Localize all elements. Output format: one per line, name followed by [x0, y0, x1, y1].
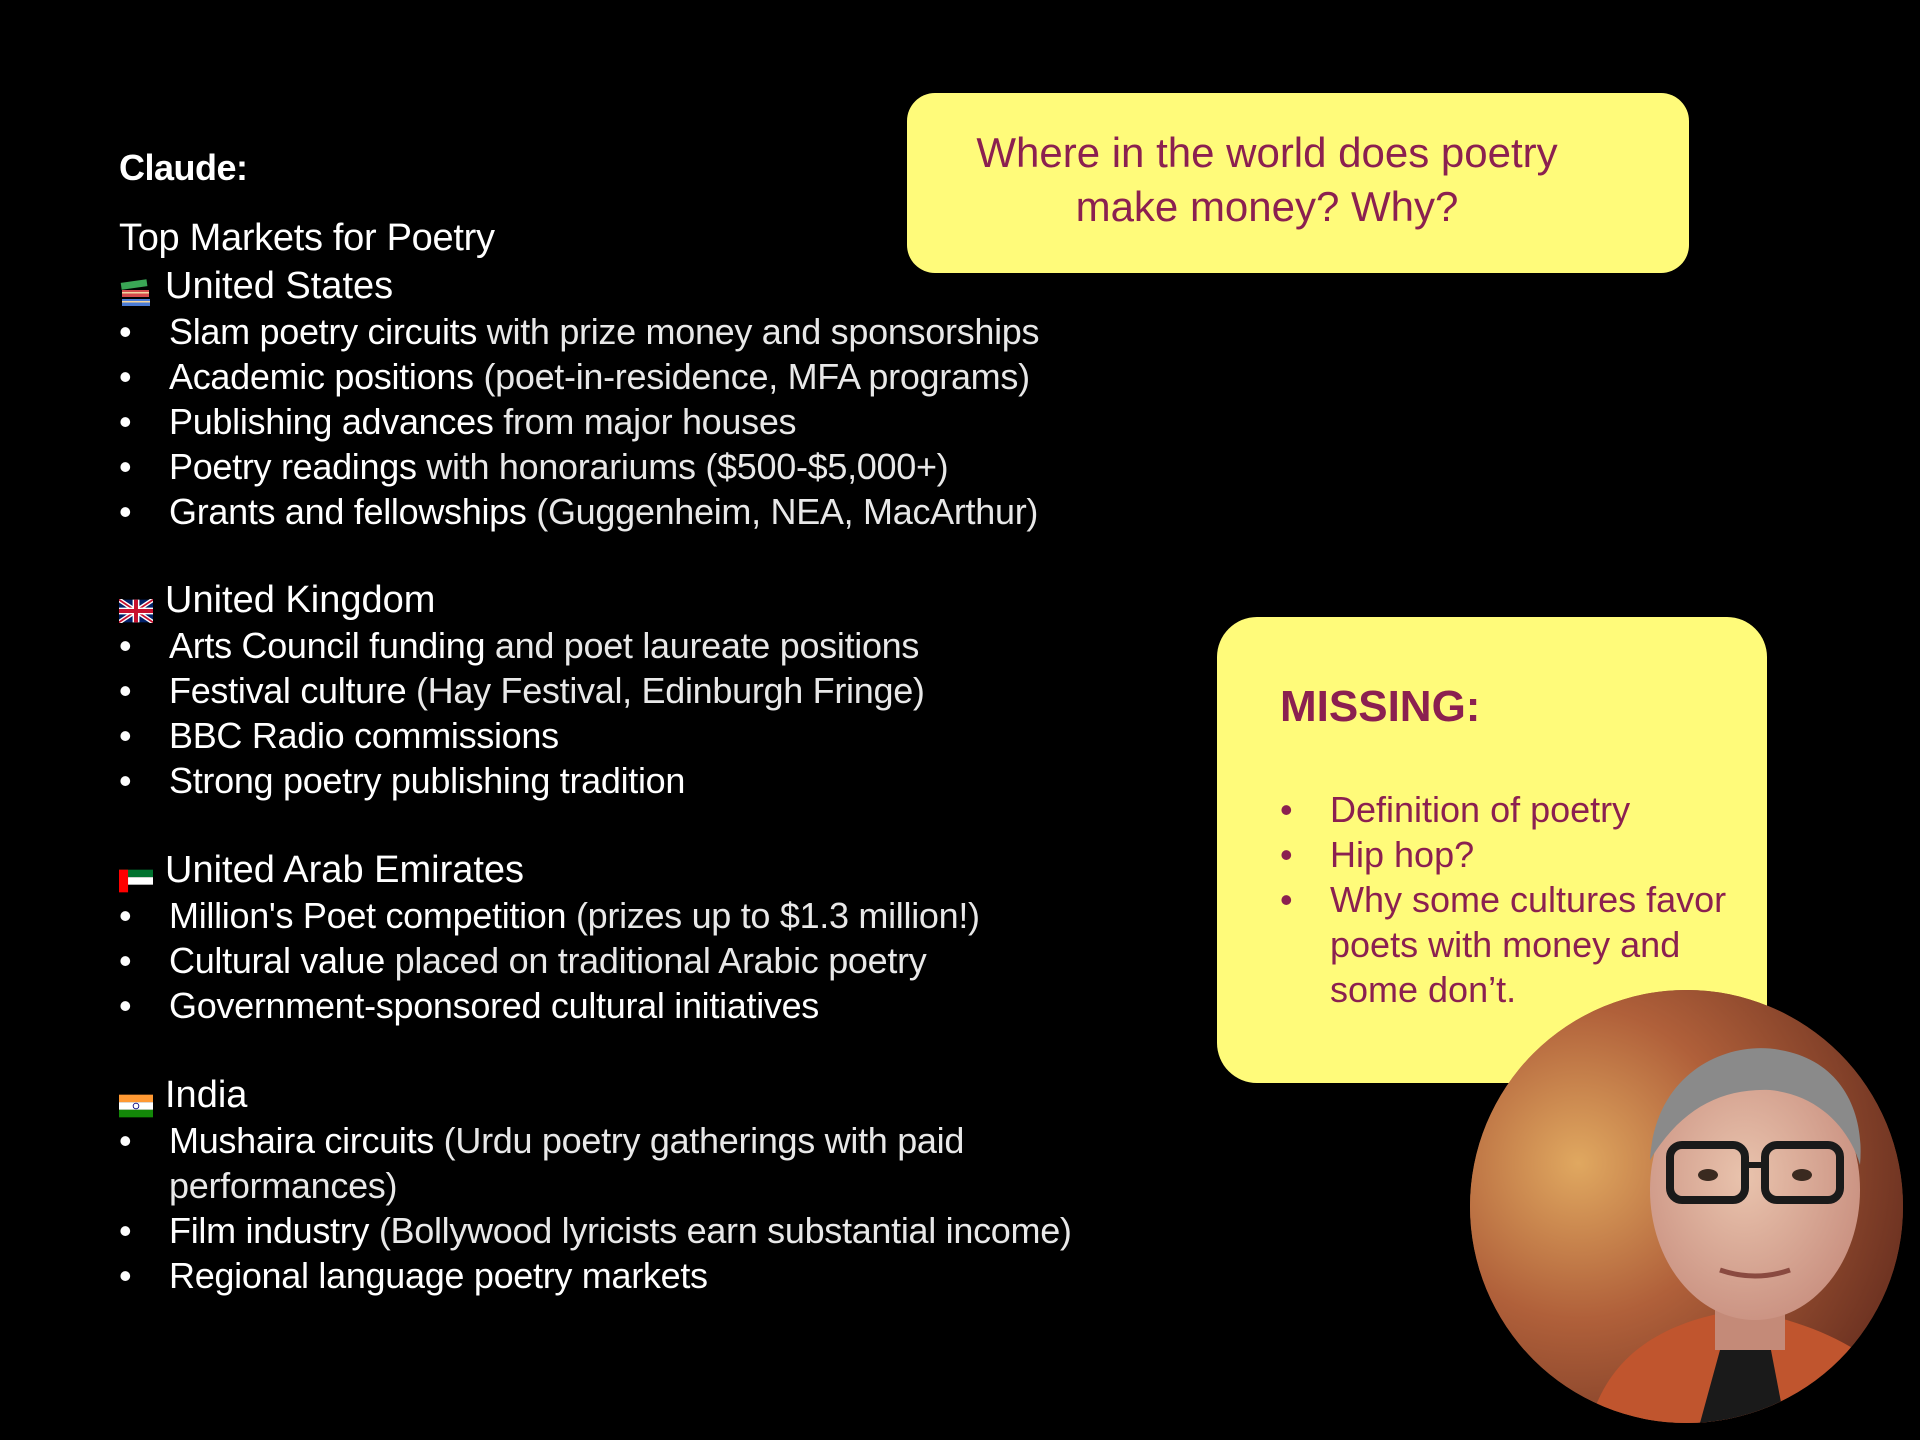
country-heading [119, 848, 1179, 893]
item-key: Grants and fellowships [169, 491, 527, 532]
item-key: Publishing advances [169, 401, 494, 442]
list-item [119, 489, 1179, 534]
answer-title: Top Markets for Poetry [119, 217, 495, 259]
list-item: • Hip hop? [1280, 832, 1760, 877]
list-item [119, 309, 1179, 354]
item-key: Strong poetry publishing tradition [169, 760, 686, 801]
item-key: Regional language poetry markets [169, 1255, 708, 1296]
item-detail: with honorariums ($500-$5,000+) [416, 446, 949, 487]
list-item [119, 1253, 1119, 1298]
uae-flag-icon [119, 859, 153, 883]
country-section-uae [119, 848, 1179, 1028]
presenter-video-avatar [1470, 990, 1903, 1423]
list-item [119, 1208, 1119, 1253]
country-name: India [165, 1074, 248, 1116]
country-name: United States [165, 265, 394, 307]
item-key: Slam poetry circuits [169, 311, 478, 352]
item-key: Festival culture [169, 670, 407, 711]
list-item [119, 983, 1179, 1028]
missing-list [1280, 787, 1760, 1012]
country-name: United Kingdom [165, 579, 436, 621]
list-item [119, 758, 1179, 803]
item-key: BBC Radio commissions [169, 715, 559, 756]
item-detail: and poet laureate positions [485, 625, 920, 666]
bullet-list [119, 1118, 1119, 1298]
country-section-india [119, 1073, 1179, 1298]
item-detail: (poet-in-residence, MFA programs) [473, 356, 1030, 397]
item-detail: (Hay Festival, Edinburgh Fringe) [406, 670, 925, 711]
list-item [119, 444, 1179, 489]
list-item [119, 354, 1179, 399]
item-detail: (Guggenheim, NEA, MacArthur) [526, 491, 1039, 532]
list-item: • Why some cultures favor poets with money and some don’t. [1280, 877, 1760, 1012]
books-icon [119, 275, 153, 299]
list-item [119, 713, 1179, 758]
item-detail: (Urdu poetry gatherings with paid performances) [169, 1120, 965, 1206]
item-detail: (Bollywood lyricists earn substantial income) [369, 1210, 1072, 1251]
item-key: Government-sponsored cultural initiatives [169, 985, 820, 1026]
bullet-list [119, 893, 1179, 1028]
question-line-2: make money? Why? [1075, 183, 1459, 230]
item-key: Million's Poet competition [169, 895, 567, 936]
item-key: Arts Council funding [169, 625, 486, 666]
question-note [907, 93, 1689, 273]
item-detail: (prizes up to $1.3 million!) [566, 895, 980, 936]
list-item [119, 623, 1179, 668]
item-key: Academic positions [169, 356, 474, 397]
country-heading [119, 578, 1179, 623]
item-detail: with prize money and sponsorships [477, 311, 1040, 352]
item-detail: from major houses [493, 401, 797, 442]
country-section-uk [119, 578, 1179, 803]
bullet-list [119, 623, 1179, 803]
list-item [119, 893, 1179, 938]
bullet-list [119, 309, 1179, 534]
country-name: United Arab Emirates [165, 849, 525, 891]
item-key: Mushaira circuits [169, 1120, 434, 1161]
list-item [119, 668, 1179, 713]
question-text [947, 126, 1587, 234]
item-key: Film industry [169, 1210, 370, 1251]
speaker-label: Claude: [119, 147, 248, 188]
question-line-1: Where in the world does poetry [976, 129, 1558, 176]
list-item: • Definition of poetry [1280, 787, 1760, 832]
country-heading [119, 1073, 1179, 1118]
list-item [119, 399, 1179, 444]
item-key: Poetry readings [169, 446, 417, 487]
missing-title: MISSING: [1280, 682, 1481, 731]
list-item [119, 938, 1179, 983]
india-flag-icon [119, 1084, 153, 1108]
list-item [119, 1118, 1089, 1208]
uk-flag-icon [119, 589, 153, 613]
item-key: Cultural value [169, 940, 385, 981]
presenter-portrait [1470, 990, 1903, 1423]
country-section-us [119, 264, 1179, 534]
item-detail: placed on traditional Arabic poetry [384, 940, 927, 981]
